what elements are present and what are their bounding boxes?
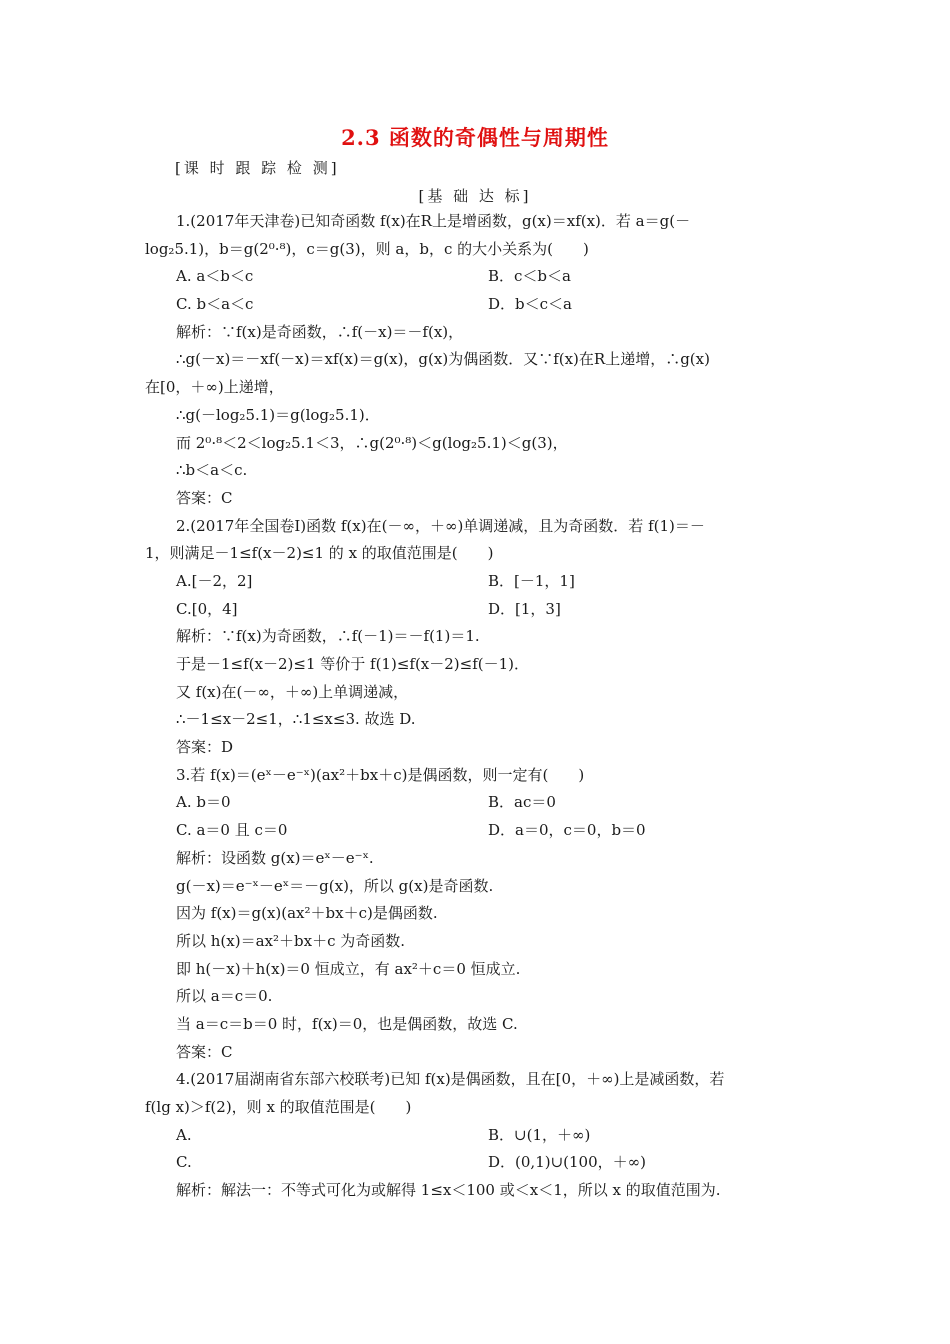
option-left: C. [176, 1153, 192, 1172]
section-tag: [基 础 达 标] [418, 187, 532, 205]
option-row [145, 596, 805, 624]
option-row [145, 263, 805, 291]
option-row [145, 568, 805, 596]
option-left: C. a＝0 且 c＝0 [176, 821, 288, 840]
option-left: C.[0，4] [176, 599, 238, 618]
text-line: 解析：∵f(x)是奇函数，∴f(－x)＝－f(x)， [176, 322, 464, 341]
text-line: 1.(2017年天津卷)已知奇函数 f(x)在R上是增函数，g(x)＝xf(x)．若 a＝g(－ [176, 212, 691, 230]
text-line: log₂5.1)，b＝g(2⁰·⁸)，c＝g(3)，则 a，b，c 的大小关系为( ) [145, 239, 589, 258]
option-row [145, 789, 805, 817]
text-line: ∴g(－x)＝－xf(－x)＝xf(x)＝g(x)，g(x)为偶函数．又∵f(x)在R上递增，∴g(x) [176, 350, 710, 369]
text-line: 答案：D [176, 738, 234, 757]
text-body [145, 208, 805, 1205]
text-line: 1，则满足－1≤f(x－2)≤1 的 x 的取值范围是( ) [145, 544, 494, 563]
option-right: B．[－1，1] [488, 571, 575, 590]
option-right: B．ac＝0 [488, 793, 556, 812]
header-tag: [课 时 跟 踪 检 测] [175, 159, 340, 177]
text-line: ∴－1≤x－2≤1，∴1≤x≤3. 故选 D. [176, 710, 416, 729]
option-right: D．[1，3] [488, 599, 561, 618]
text-line: g(－x)＝e⁻ˣ－eˣ＝－g(x)，所以 g(x)是奇函数. [176, 876, 494, 895]
option-right: D．a＝0，c＝0，b＝0 [488, 821, 646, 840]
text-line: 于是－1≤f(x－2)≤1 等价于 f(1)≤f(x－2)≤f(－1)． [176, 655, 530, 673]
text-line: f(lg x)＞f(2)，则 x 的取值范围是( ) [145, 1098, 412, 1116]
text-line: 3.若 f(x)＝(eˣ－e⁻ˣ)(ax²＋bx＋c)是偶函数，则一定有( ) [176, 765, 585, 784]
option-right: B．c＜b＜a [488, 267, 571, 286]
text-line: 因为 f(x)＝g(x)(ax²＋bx＋c)是偶函数. [176, 904, 438, 923]
option-left: A. b＝0 [176, 793, 231, 812]
option-row [145, 817, 805, 845]
text-line: 2.(2017年全国卷Ⅰ)函数 f(x)在(－∞，＋∞)单调递减，且为奇函数．若 f(1)＝－ [176, 516, 705, 535]
option-right: D．b＜c＜a [488, 295, 572, 314]
text-line: 答案：C [176, 488, 233, 507]
text-line: 又 f(x)在(－∞，＋∞)上单调递减， [176, 682, 409, 701]
text-line: ∴g(－log₂5.1)＝g(log₂5.1)． [176, 405, 380, 424]
option-left: A.[－2，2] [176, 571, 253, 590]
text-line: 答案：C [176, 1042, 233, 1061]
option-row [145, 291, 805, 319]
text-line: 4.(2017届湖南省东部六校联考)已知 f(x)是偶函数，且在[0，＋∞)上是减函数，若 [176, 1070, 725, 1089]
option-left: C. b＜a＜c [176, 295, 254, 314]
text-line: 在[0，＋∞)上递增， [145, 378, 284, 397]
option-row [145, 1149, 805, 1177]
text-line: 解析：设函数 g(x)＝eˣ－e⁻ˣ. [176, 848, 374, 867]
text-line: 解析：解法一：不等式可化为或解得 1≤x＜100 或＜x＜1，所以 x 的取值范围为. [176, 1181, 721, 1200]
text-line: 解析：∵f(x)为奇函数，∴f(－1)＝－f(1)＝1. [176, 627, 480, 646]
text-line: 即 h(－x)＋h(x)＝0 恒成立，有 ax²＋c＝0 恒成立. [176, 959, 521, 978]
option-left: A. [176, 1125, 192, 1144]
text-line: 所以 a＝c＝0. [176, 987, 273, 1006]
text-line: 而 2⁰·⁸＜2＜log₂5.1＜3，∴g(2⁰·⁸)＜g(log₂5.1)＜g(3)， [176, 433, 568, 452]
page-title: 2.3 函数的奇偶性与周期性 [341, 125, 609, 150]
option-right: B．∪(1，＋∞) [488, 1125, 591, 1144]
text-line: 当 a＝c＝b＝0 时，f(x)＝0，也是偶函数，故选 C. [176, 1014, 518, 1033]
text-line: ∴b＜a＜c. [176, 461, 248, 480]
option-right: D．(0,1)∪(100，＋∞) [488, 1153, 646, 1172]
text-line: 所以 h(x)＝ax²＋bx＋c 为奇函数. [176, 931, 406, 950]
option-row [145, 1122, 805, 1150]
option-left: A. a＜b＜c [176, 267, 254, 286]
